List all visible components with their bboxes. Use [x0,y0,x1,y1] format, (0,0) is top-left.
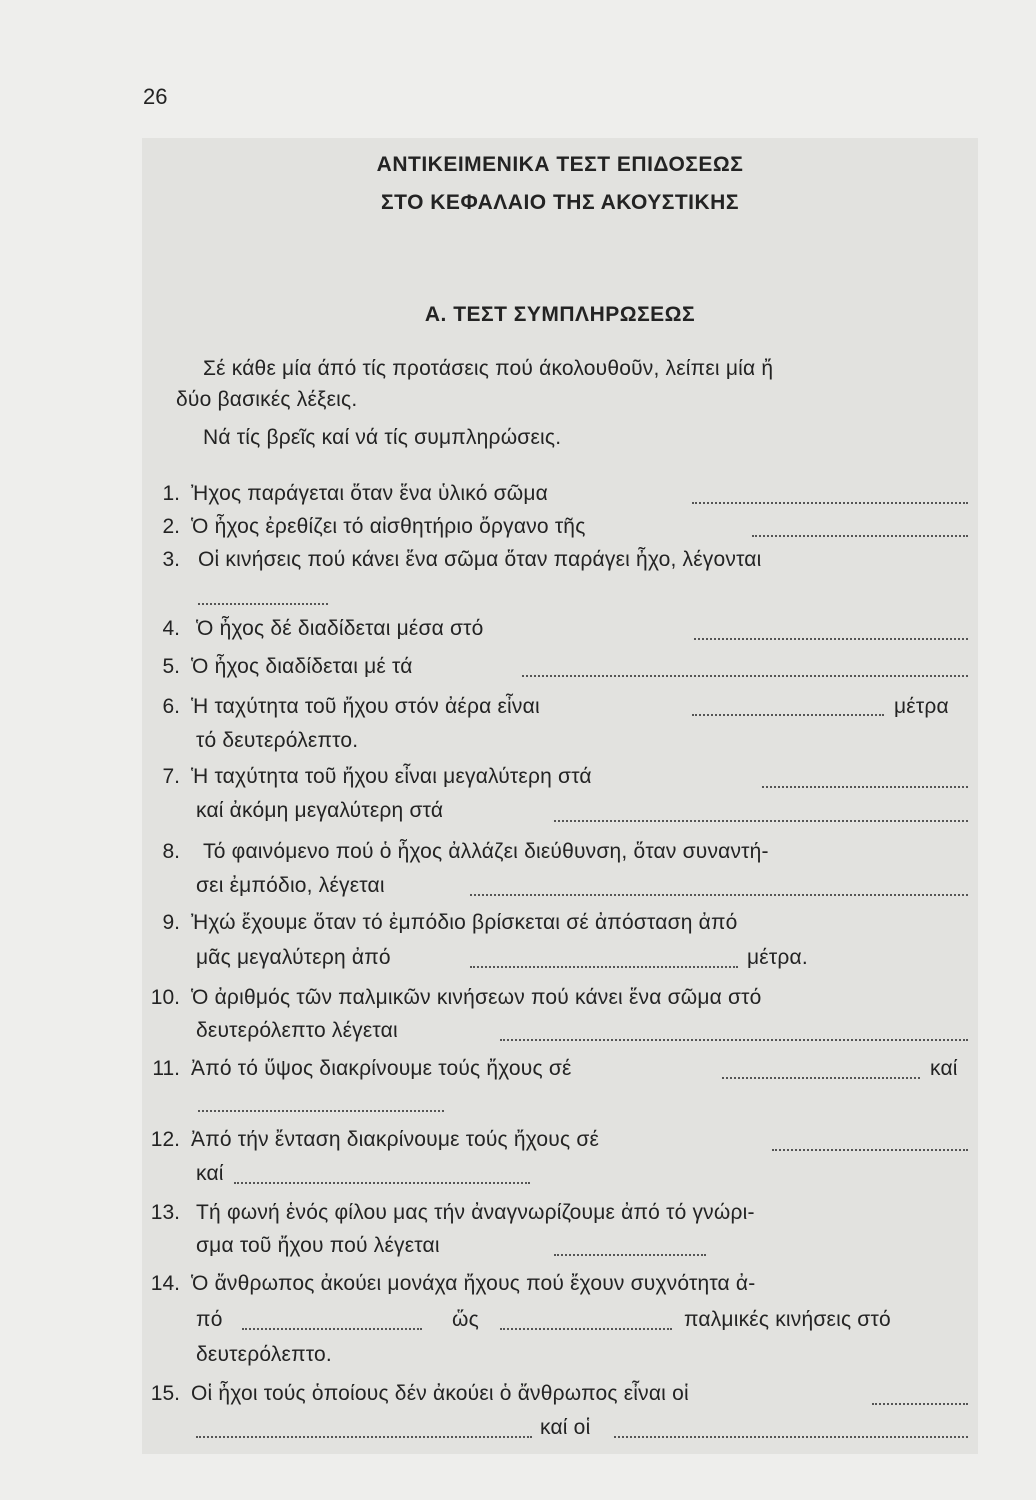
item-15-text: Οἱ ἦχοι τούς ὁποίους δέν ἀκούει ὁ ἄνθρωπος εἶναι οἱ [191,1382,689,1405]
item-1-blank [692,502,968,504]
intro-line-1: Σέ κάθε μία άπό τίς προτάσεις πού άκολουθοῦν, λείπει μία ἤ [203,357,774,380]
item-9-text: Ἠχώ ἔχουμε ὅταν τό ἐμπόδιο βρίσκεται σέ ἀπόσταση ἀπό [191,911,738,934]
item-14-blank-2 [500,1328,672,1330]
item-13-text: Τή φωνή ἑνός φίλου μας τήν ἀναγνωρίζουμε ἀπό τό γνώρι- [196,1201,755,1224]
item-14-continuation: δευτερόλεπτο. [196,1343,332,1366]
item-8-number: 8. [162,840,180,863]
page-number: 26 [143,84,168,109]
item-14-number: 14. [150,1272,180,1295]
item-6-blank [692,714,884,716]
item-1-text: Ἠχος παράγεται ὅταν ἕνα ὑλικό σῶμα [191,482,549,505]
item-8-blank [470,894,968,896]
item-9-continuation: μᾶς μεγαλύτερη ἀπό [196,946,391,969]
item-7-number: 7. [162,765,180,788]
item-10-number: 10. [150,986,180,1009]
item-6-number: 6. [162,695,180,718]
item-12-blank-1 [772,1149,968,1151]
item-2-blank [752,535,968,537]
item-4-blank [694,638,968,640]
item-4-text: Ὁ ἦχος δέ διαδίδεται μέσα στό [196,617,484,640]
item-7-blank-2 [554,820,968,822]
section-title: Α. ΤΕΣΤ ΣΥΜΠΛΗΡΩΣΕΩΣ [424,303,696,326]
item-15-blank-2 [196,1436,532,1438]
item-12-number: 12. [150,1128,180,1151]
intro-line-2: δύο βασικές λέξεις. [176,388,358,411]
item-15-continuation: καί οἱ [540,1416,591,1439]
item-5-number: 5. [162,655,180,678]
item-6-unit: μέτρα [894,695,949,718]
item-14-unit: παλμικές κινήσεις στό [684,1308,891,1331]
item-10-blank [500,1039,968,1041]
item-7-continuation: καί ἀκόμη μεγαλύτερη στά [196,799,444,822]
item-11-blank-1 [722,1077,920,1079]
item-12-blank-2 [234,1182,530,1184]
item-10-continuation: δευτερόλεπτο λέγεται [196,1019,398,1042]
item-15-number: 15. [150,1382,180,1405]
title-line-1: ΑΝΤΙΚΕΙΜΕΝΙΚΑ ΤΕΣΤ ΕΠΙΔΟΣΕΩΣ [376,153,744,176]
item-12-continuation: καί [196,1162,224,1185]
item-13-blank [554,1254,706,1256]
item-7-text: Ἡ ταχύτητα τοῦ ἤχου εἶναι μεγαλύτερη στά [191,765,592,788]
item-2-text: Ὁ ἦχος ἐρεθίζει τό αἰσθητήριο ὄργανο τῆς [191,515,586,538]
item-13-continuation: σμα τοῦ ἤχου πού λέγεται [196,1234,440,1257]
item-15-blank-1 [872,1403,968,1405]
item-1-number: 1. [162,482,180,505]
item-3-blank [198,603,328,605]
item-7-blank-1 [762,786,968,788]
item-11-number: 11. [152,1057,180,1080]
item-8-text: Τό φαινόμενο πού ὁ ἦχος ἀλλάζει διεύθυνση, ὅταν συναντή- [203,840,769,863]
item-14-text: Ὁ ἄνθρωπος ἀκούει μονάχα ἤχους πού ἔχουν συχνότητα ἀ- [191,1272,756,1295]
item-4-number: 4. [162,617,180,640]
item-5-blank [522,675,968,677]
item-8-continuation: σει ἐμπόδιο, λέγεται [196,874,385,897]
title-line-2: ΣΤΟ ΚΕΦΑΛΑΙΟ ΤΗΣ ΑΚΟΥΣΤΙΚΗΣ [381,191,739,214]
item-6-text: Ἡ ταχύτητα τοῦ ἤχου στόν ἀέρα εἶναι [191,695,540,718]
item-10-text: Ὁ ἀριθμός τῶν παλμικῶν κινήσεων πού κάνει ἕνα σῶμα στό [191,986,762,1009]
item-9-unit: μέτρα. [747,946,808,969]
item-6-continuation: τό δευτερόλεπτο. [196,729,359,752]
item-11-blank-2 [198,1110,444,1112]
item-5-text: Ὁ ἦχος διαδίδεται μέ τά [191,655,413,678]
item-3-number: 3. [162,548,180,571]
item-11-and: καί [930,1057,958,1080]
intro-line-3: Νά τίς βρεῖς καί νά τίς συμπληρώσεις. [203,426,562,449]
item-14-to: ὥς [452,1308,479,1331]
item-15-blank-3 [614,1436,968,1438]
item-12-text: Ἀπό τήν ἔνταση διακρίνουμε τούς ἤχους σέ [191,1128,600,1151]
item-2-number: 2. [162,515,180,538]
item-14-blank-1 [242,1328,422,1330]
item-9-number: 9. [162,911,180,934]
item-11-text: Ἀπό τό ὕψος διακρίνουμε τούς ἤχους σέ [191,1057,572,1080]
item-9-blank [470,966,738,968]
item-14-from: πό [196,1308,223,1331]
item-3-text: Οἱ κινήσεις πού κάνει ἕνα σῶμα ὅταν παράγει ἦχο, λέγονται [198,548,762,571]
item-13-number: 13. [150,1201,180,1224]
